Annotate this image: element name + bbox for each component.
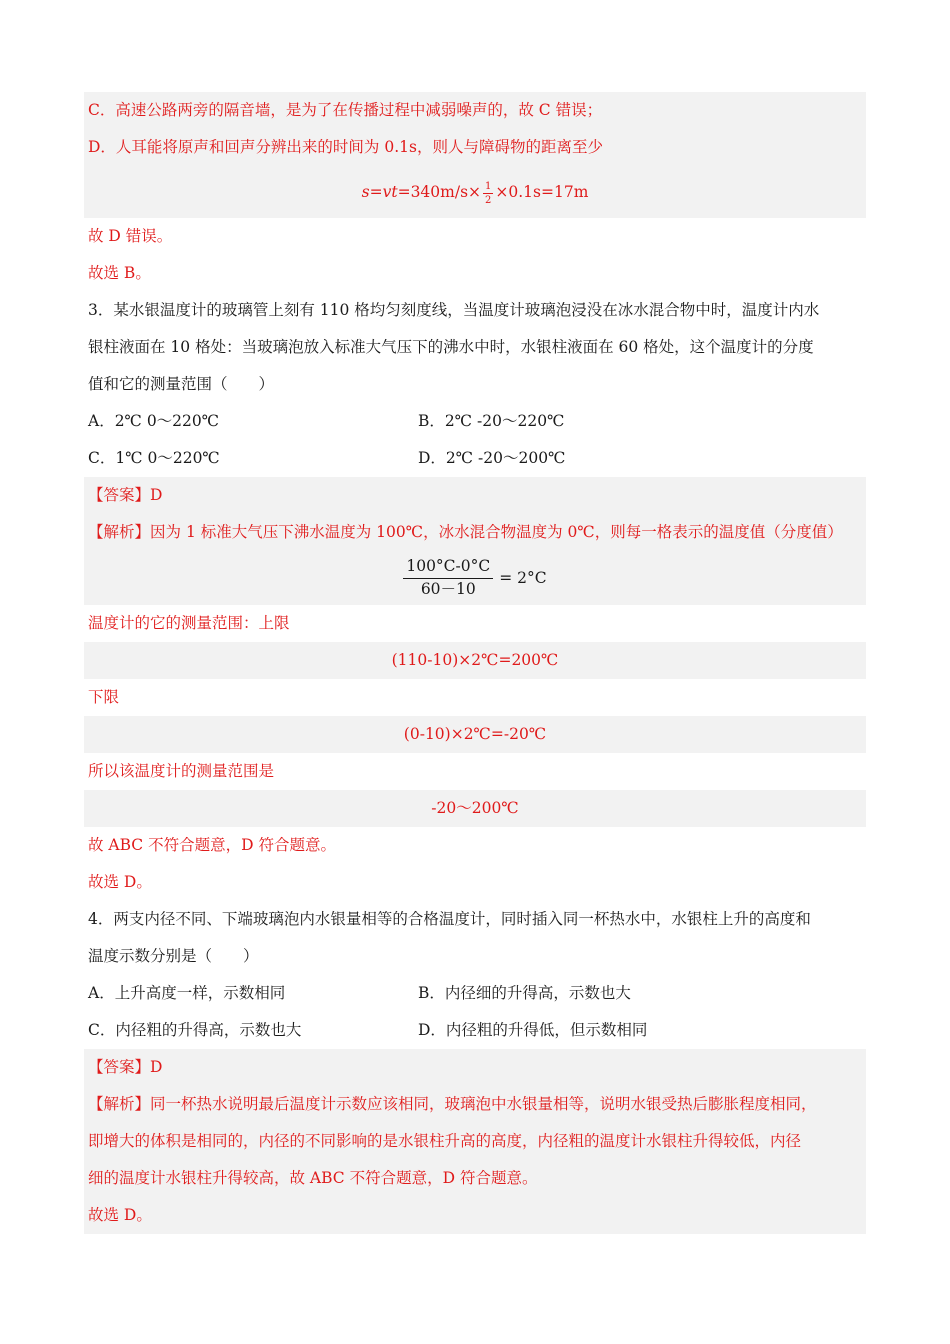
q3-range: -20～200℃ — [84, 790, 866, 827]
q4-option-d: D．内径粗的升得低，但示数相同 — [418, 1021, 648, 1039]
q4-analysis-line-2: 即增大的体积是相同的，内径的不同影响的是水银柱升高的高度，内径粗的温度计水银柱升得较低，内径 — [84, 1123, 866, 1160]
q3-conclusion: 故 ABC 不符合题意，D 符合题意。 — [88, 836, 336, 854]
division-fraction: $\frac{100^\circ C-0^\circ C}{60-10}$ — [403, 558, 493, 597]
q3-analysis: 【解析】因为 1 标准大气压下沸水温度为 100℃，冰水混合物温度为 0℃，则每一格表示的温度值（分度值） — [84, 514, 866, 551]
q4-stem-line-1: 4．两支内径不同、下端玻璃泡内水银量相等的合格温度计，同时插入同一杯热水中，水银柱上升的高度和 — [88, 910, 811, 928]
q4-options-row-2 — [84, 1012, 866, 1049]
q3-range-intro: 温度计的它的测量范围：上限 — [88, 614, 290, 632]
q4-options-row-1 — [84, 975, 866, 1012]
q3-range-label: 所以该温度计的测量范围是 — [88, 762, 275, 780]
q3-lower-formula: (0-10)×2℃=-20℃ — [84, 716, 866, 753]
q3-stem-line-2: 银柱液面在 10 格处：当玻璃泡放入标准大气压下的沸水中时，水银柱液面在 60 格处，这个温度计的分度 — [88, 338, 814, 356]
q3-select: 故选 D。 — [88, 873, 152, 891]
q2-formula: s=vt=340m/s× $\frac{1}{2}$ ×0.1s=17m — [84, 166, 866, 218]
q3-answer: 【答案】D — [84, 477, 866, 514]
q4-answer: 【答案】D — [84, 1049, 866, 1086]
q4-analysis-line-1: 【解析】同一杯热水说明最后温度计示数应该相同，玻璃泡中水银量相等，说明水银受热后膨胀程度相同， — [84, 1086, 866, 1123]
q3-division-formula: $\frac{100^\circ C-0^\circ C}{60-10}$ = 2°C — [84, 551, 866, 605]
q4-option-b: B．内径细的升得高，示数也大 — [418, 984, 631, 1002]
half-fraction: $\frac{1}{2}$ — [485, 180, 492, 206]
q2-option-d-analysis: D．人耳能将原声和回声分辨出来的时间为 0.1s，则人与障碍物的距离至少 — [84, 129, 866, 166]
document-page — [84, 92, 866, 1234]
q2-select: 故选 B。 — [88, 264, 151, 282]
q4-select: 故选 D。 — [84, 1197, 866, 1234]
q3-options-row-2 — [84, 440, 866, 477]
q3-upper-formula: (110-10)×2℃=200℃ — [84, 642, 866, 679]
q4-option-a: A．上升高度一样，示数相同 — [88, 984, 286, 1002]
q4-stem-line-2: 温度示数分别是（ ） — [88, 947, 259, 965]
q3-option-a: A．2℃ 0～220℃ — [88, 412, 220, 430]
q3-lower-label: 下限 — [88, 688, 120, 706]
q3-stem-line-1: 3．某水银温度计的玻璃管上刻有 110 格均匀刻度线，当温度计玻璃泡浸没在冰水混合物中时，温度计内水 — [88, 301, 820, 319]
q3-option-d: D．2℃ -20～200℃ — [418, 449, 566, 467]
q4-option-c: C．内径粗的升得高，示数也大 — [88, 1021, 302, 1039]
q3-option-b: B．2℃ -20～220℃ — [418, 412, 565, 430]
q2-d-wrong: 故 D 错误。 — [88, 227, 173, 245]
q3-options-row-1 — [84, 403, 866, 440]
q3-option-c: C．1℃ 0～220℃ — [88, 449, 220, 467]
q4-analysis-line-3: 细的温度计水银柱升得较高，故 ABC 不符合题意，D 符合题意。 — [84, 1160, 866, 1197]
q2-option-c-analysis: C．高速公路两旁的隔音墙，是为了在传播过程中减弱噪声的，故 C 错误； — [84, 92, 866, 129]
q3-stem-line-3: 值和它的测量范围（ ） — [88, 375, 275, 393]
